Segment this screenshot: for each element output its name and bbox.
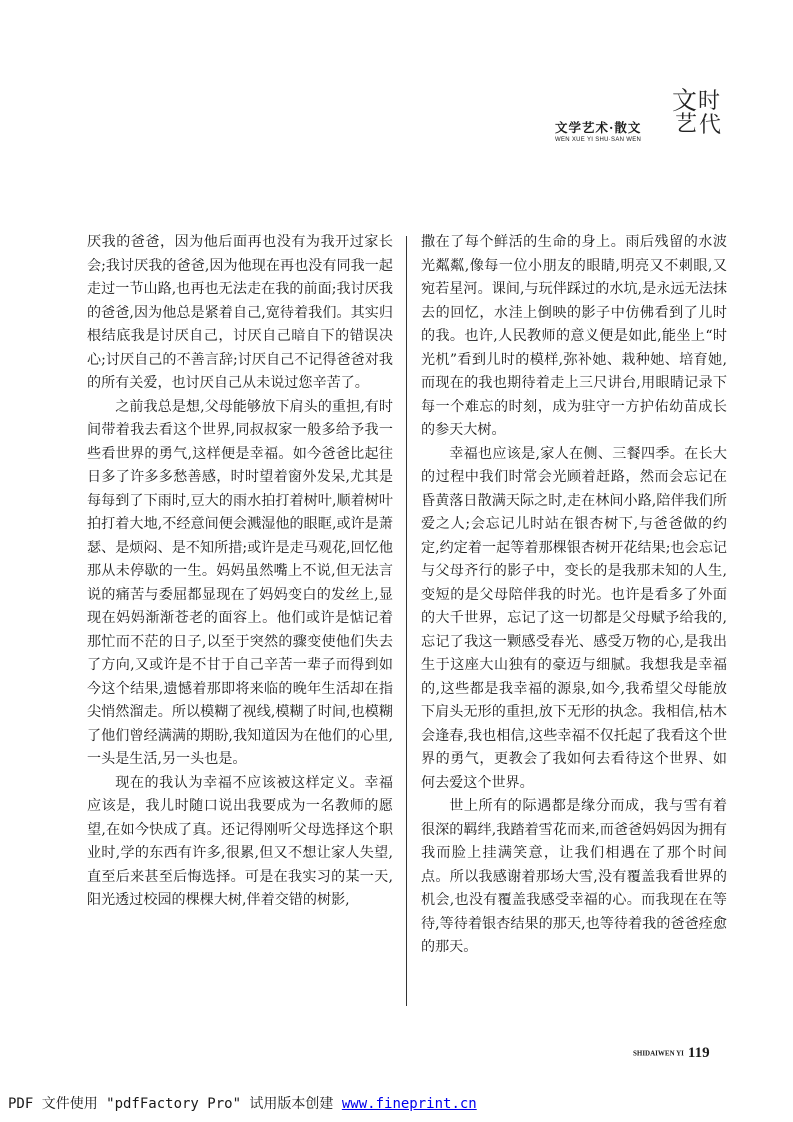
logo-char-yi: 艺 [675,112,698,137]
magazine-logo [672,88,724,140]
logo-char-shi: 时 [698,89,721,114]
left-column [87,231,393,913]
fineprint-link[interactable]: www.fineprint.cn [341,1096,477,1112]
pdf-banner-text: PDF 文件使用 "pdfFactory Pro" 试用版本创建 [8,1096,342,1112]
column-divider [406,236,407,1006]
page-number: 119 [687,1044,710,1061]
logo-char-wen: 文 [672,86,698,115]
footer-magazine-name: SHIDAIWEN YI [633,1049,684,1058]
paragraph: 现在的我认为幸福不应该被这样定义。幸福应该是，我儿时随口说出我要成为一名教师的愿望,在如今快成了真。还记得刚听父母选择这个职业时,学的东西有许多,很累,但又不想让家人失望,直至后来甚至后悔选择。可是在我实习的某一天,阳光透过校园的棵棵大树,伴着交错的树影, [87,774,393,908]
page-footer [633,1044,710,1062]
paragraph: 之前我总是想,父母能够放下肩头的重担,有时间带着我去看这个世界,同叔叔家一般多给予我一些看世界的勇气,这样便是幸福。如今爸爸比起往日多了许多多愁善感，时时望着窗外发呆,尤其是每每到了下雨时,豆大的雨水拍打着树叶,顺着树叶拍打着大地,不经意间便会溅湿他的眼眶,或许是萧瑟、是烦闷、是不知所措;或许是走马观花,回忆他那从未停歇的一生。妈妈虽然嘴上不说,但无法言说的痛苦与委屈都显现在了妈妈变白的发丝上,显现在妈妈渐渐苍老的面容上。他们或许是惦记着那忙而不茫的日子,以至于突然的骤变使他们失去了方向,又或许是不甘于自己辛苦一辈子而得到如今这个结果,遗憾着那即将来临的晚年生活却在指尖悄然溜走。所以模糊了视线,模糊了时间,也模糊了他们曾经满满的期盼,我知道因为在他们的心里,一头是生活,另一头也是。 [87,398,393,767]
pdf-watermark-banner [8,1093,477,1113]
section-title: 文学艺术·散文 [555,120,642,135]
right-column [421,231,727,960]
paragraph: 幸福也应该是,家人在侧、三餐四季。在长大的过程中我们时常会光顾着赶路，然而会忘记在昏黄落日散满天际之时,走在林间小路,陪伴我们所爱之人;会忘记儿时站在银杏树下,与爸爸做的约定,约定着一起等着那棵银杏树开花结果;也会忘记与父母齐行的影子中，变长的是我那未知的人生,变短的是父母陪伴我的时光。也许是看多了外面的大千世界，忘记了这一切都是父母赋予给我的,忘记了我这一颗感受春光、感受万物的心,是我出生于这座大山独有的豪迈与细腻。我想我是幸福的,这些都是我幸福的源泉,如今,我希望父母能放下肩头无形的重担,放下无形的执念。我相信,枯木会逢春,我也相信,这些幸福不仅托起了我看这个世界的勇气，更教会了我如何去看待这个世界、如何去爱这个世界。 [421,445,727,791]
paragraph: 撒在了每个鲜活的生命的身上。雨后残留的水波光粼粼,像每一位小朋友的眼睛,明亮又不刺眼,又宛若星河。课间,与玩伴踩过的水坑,是永远无法抹去的回忆，水洼上倒映的影子中仿佛看到了儿时的我。也许,人民教师的意义便是如此,能坐上“时光机”看到儿时的模样,弥补她、栽种她、培育她,而现在的我也期待着走上三尺讲台,用眼睛记录下每一个难忘的时刻，成为驻守一方护佑幼苗成长的参天大树。 [421,234,727,438]
paragraph: 世上所有的际遇都是缘分而成，我与雪有着很深的羁绊,我踏着雪花而来,而爸爸妈妈因为拥有我而脸上挂满笑意，让我们相遇在了那个时间点。所以我感谢着那场大雪,没有覆盖我看世界的机会,也没有覆盖我感受幸福的心。而我现在在等待,等待着银杏结果的那天,也等待着我的爸爸痊愈的那天。 [421,798,727,955]
paragraph: 厌我的爸爸，因为他后面再也没有为我开过家长会;我讨厌我的爸爸,因为他现在再也没有同我一起走过一节山路,也再也无法走在我的前面;我讨厌我的爸爸,因为他总是紧着自己,宽待着我们。其实归根结底我是讨厌自己，讨厌自己暗自下的错误决心;讨厌自己的不善言辞;讨厌自己不记得爸爸对我的所有关爱，也讨厌自己从未说过您辛苦了。 [87,234,393,391]
magazine-header [545,86,725,143]
logo-char-dai: 代 [699,113,722,138]
section-pinyin: WEN XUE YI SHU·SAN WEN [555,137,642,143]
